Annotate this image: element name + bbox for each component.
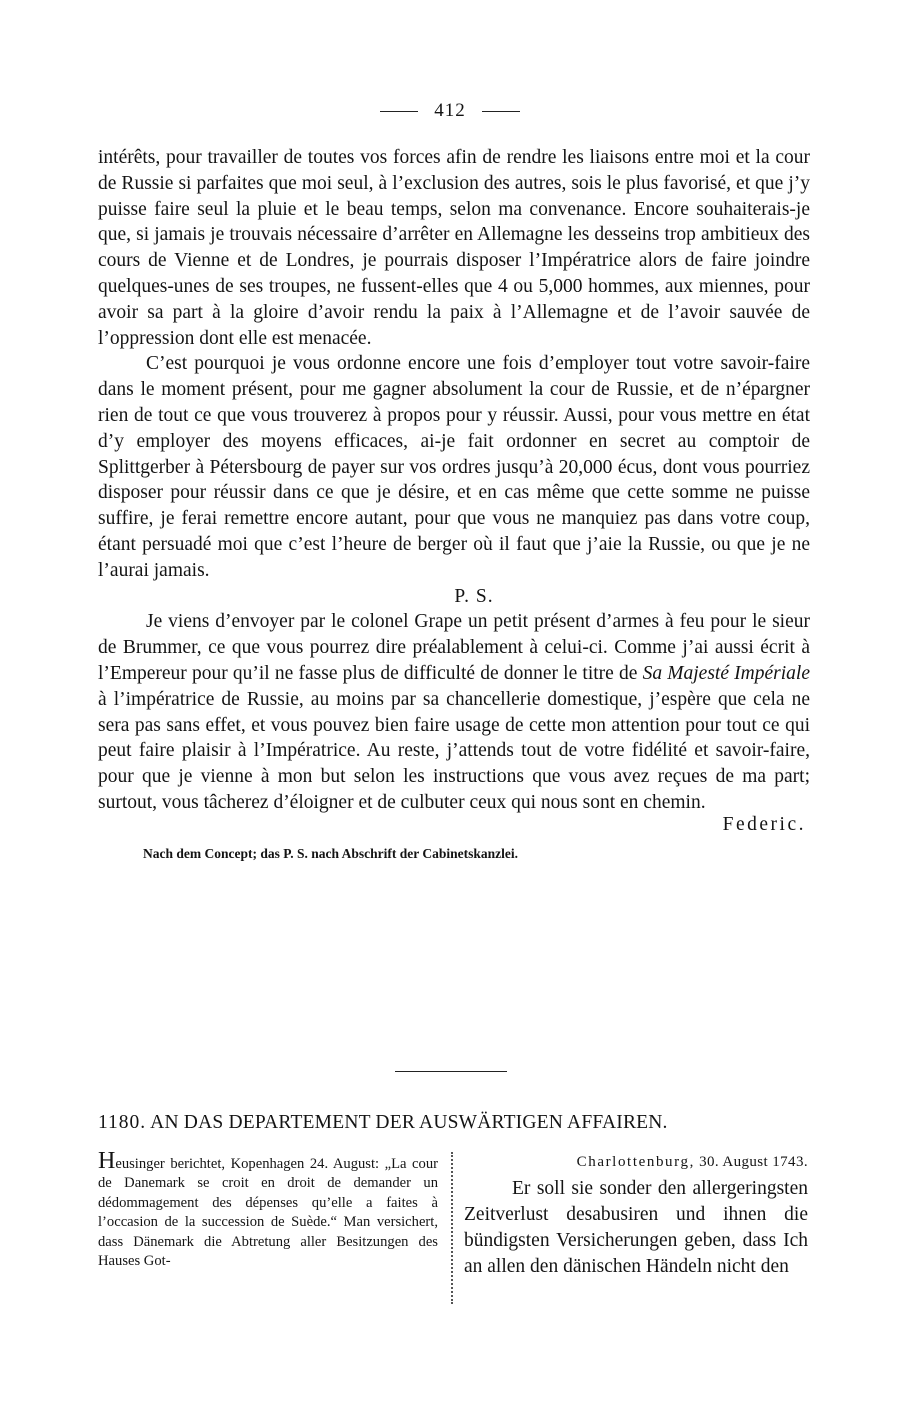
postscript-paragraph — [98, 609, 810, 815]
postscript-text: Je viens d’envoyer par le colonel Grape un petit présent d’armes à feu pour le sieur de Brummer, ce que vous pourrez dire préalablement à celui-ci. Comme j’ai aussi écrit à l’Empereur pour qu’il ne fasse plus de difficulté de donner le titre de — [98, 611, 810, 684]
letter-body — [98, 145, 810, 866]
header-dash-right — [482, 111, 520, 112]
page-header — [0, 100, 900, 122]
document-body: Er soll sie sonder den allergeringsten Zeitverlust desabusiren und ihnen die bündigsten Versicherungen geben, dass Ich an allen den dänischen Händeln nicht den — [464, 1178, 808, 1277]
document-column — [464, 1152, 808, 1280]
source-note: Nach dem Concept; das P. S. nach Abschrift der Cabinetskanzlei. — [143, 845, 519, 861]
header-dash-left — [380, 111, 418, 112]
dateline-place: Charlottenburg, — [576, 1154, 695, 1170]
section-title: AN DAS DEPARTEMENT DER AUSWÄRTIGEN AFFAIREN. — [150, 1112, 668, 1133]
column-divider — [451, 1152, 453, 1304]
dateline-date: 30. August 1743. — [699, 1154, 808, 1170]
signature: Federic. — [722, 813, 806, 835]
summary-paragraph — [98, 1148, 438, 1271]
page-number: 412 — [434, 100, 466, 121]
summary-column — [98, 1148, 438, 1271]
section-number: 1180. — [98, 1112, 147, 1133]
summary-dropcap: H — [98, 1148, 116, 1174]
dateline — [464, 1152, 808, 1172]
postscript-text: à l’impératrice de Russie, au moins par sa chancellerie domestique, j’espère que cela ne sera pas sans effet, et vous pouvez bien faire usage de cette mon attention pour tout ce qui peut faire plaisir à l’Impératrice. Au reste, j’attends tout de votre fidélité et savoir-faire, pour que je vienne à mon but selon les instructions que vous avez reçues de ma part; surtout, vous tâcherez d’éloigner et de culbuter ceux qui nous sont en chemin. — [98, 688, 810, 813]
section-separator — [395, 1071, 507, 1072]
postscript-heading: P. S. — [454, 585, 494, 607]
postscript-italic-title: Sa Majesté Impériale — [642, 662, 810, 684]
letter-paragraph: C’est pourquoi je vous ordonne encore une fois d’employer tout votre savoir-faire dans le moment présent, pour me gagner absolument la cour de Russie, et de n’épargner rien de tout ce que vous trouverez à propos pour y réussir. Aussi, pour vous mettre en état d’y employer des moyens efficaces, ai-je fait ordonner en secret au comptoir de Splittgerber à Pétersbourg de payer sur vos ordres jusqu’à 20,000 écus, dont vous pourriez disposer pour réussir dans ce que je désire, et en cas même que cette somme ne puisse suffire, je ferai remettre encore autant, pour que vous ne manquiez pas dans votre coup, étant persuadé moi que c’est l’heure de berger où il faut que j’aie la Russie, ou que je ne l’aurai jamais. — [98, 353, 810, 581]
section-heading — [98, 1112, 810, 1134]
letter-paragraph: intérêts, pour travailler de toutes vos forces afin de rendre les liaisons entre moi et la cour de Russie si parfaites que moi seul, à l’exclusion des autres, sois le plus favorisé, et que j’y puisse faire seul la pluie et le beau temps, selon ma convenance. Encore souhaiterais-je que, si jamais je trouvais nécessaire d’arrêter en Allemagne les desseins trop ambitieux des cours de Vienne et de Londres, je pourrais disposer l’Impératrice alors de faire joindre quelques-unes de ses troupes, ne fussent-elles que 4 ou 5,000 hommes, aux miennes, pour avoir sa part à la gloire d’avoir rendu la paix à l’Allemagne et de l’avoir sauvée de l’oppression dont elle est menacée. — [98, 147, 810, 349]
summary-text: eusinger berichtet, Kopenhagen 24. August: „La cour de Danemark se croit en droit de demander un dédommagement des dépenses qu’elle a faites à l’occasion de la succession de Suède.“ Man versichert, dass Dänemark die Abtretung aller Besitzungen des Hauses Got- — [98, 1156, 438, 1270]
